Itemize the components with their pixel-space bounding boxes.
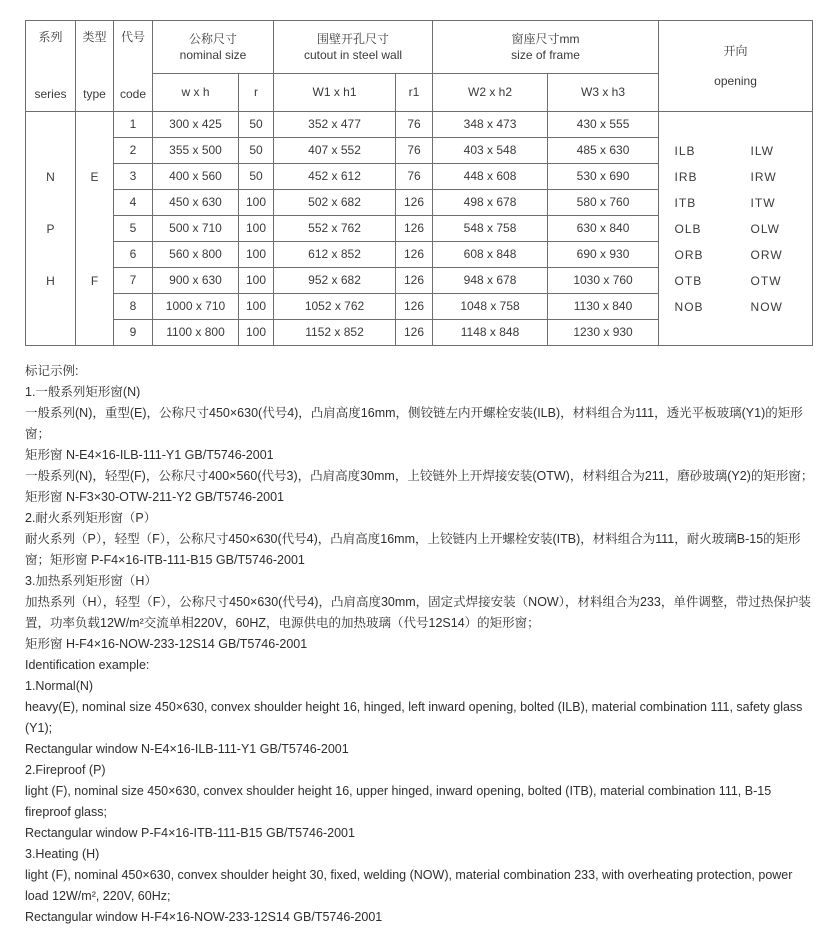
note-line: 1.一般系列矩形窗(N) [25, 385, 141, 399]
opening-pair [659, 273, 812, 289]
opening-code: OTB [674, 273, 703, 288]
cell-r1: 126 [396, 268, 433, 294]
cell-wh: 400 x 560 [153, 164, 239, 190]
opening-pair [659, 143, 812, 159]
header-type-en: type [83, 87, 106, 101]
cell-w2h2: 608 x 848 [433, 242, 548, 268]
header-type-zh: 类型 [82, 30, 107, 44]
header-opening [659, 21, 813, 112]
cell-wh: 900 x 630 [153, 268, 239, 294]
header-code-zh: 代号 [120, 30, 145, 44]
note-line: Rectangular window H-F4×16-NOW-233-12S14 GB/T5746-2001 [25, 910, 383, 924]
cell-w1h1: 552 x 762 [274, 216, 396, 242]
subheader-wh: w x h [153, 73, 239, 111]
cell-w1h1: 1052 x 762 [274, 294, 396, 320]
type-label: F [90, 273, 99, 288]
opening-code: NOW [750, 299, 783, 314]
cell-wh: 560 x 800 [153, 242, 239, 268]
cell-r: 50 [239, 138, 274, 164]
subheader-r: r [239, 73, 274, 111]
cell-r: 100 [239, 190, 274, 216]
spec-table [25, 20, 813, 346]
cell-code: 3 [114, 164, 153, 190]
subheader-w3h3: W3 x h3 [548, 73, 659, 111]
cell-w1h1: 612 x 852 [274, 242, 396, 268]
cell-w1h1: 352 x 477 [274, 112, 396, 138]
header-opening-zh: 开向 [723, 43, 748, 58]
cell-wh: 1000 x 710 [153, 294, 239, 320]
cell-wh: 1100 x 800 [153, 320, 239, 346]
series-label: H [46, 273, 55, 288]
opening-code: ORB [674, 247, 704, 262]
header-cutout-zh: 围壁开孔尺寸 [317, 31, 390, 46]
subheader-r1: r1 [396, 73, 433, 111]
header-frame-en: size of frame [511, 47, 580, 62]
opening-pair [659, 195, 812, 211]
note-line: 矩形窗 N-F3×30-OTW-211-Y2 GB/T5746-2001 [25, 490, 285, 504]
type-cell [76, 112, 114, 346]
cell-wh: 450 x 630 [153, 190, 239, 216]
note-line: 一般系列(N)，轻型(F)，公称尺寸400×560(代号3)，凸肩高度30mm，上铰链外上开焊接安装(OTW)，材料组合为211，磨砂玻璃(Y2)的矩形窗； [25, 469, 814, 483]
cell-r1: 126 [396, 216, 433, 242]
table-body [26, 112, 813, 346]
cell-w2h2: 348 x 473 [433, 112, 548, 138]
note-line: 2.耐火系列矩形窗（P） [25, 511, 157, 525]
cell-r1: 76 [396, 164, 433, 190]
cell-r1: 126 [396, 320, 433, 346]
cell-wh: 300 x 425 [153, 112, 239, 138]
note-line: Rectangular window P-F4×16-ITB-111-B15 GB/T5746-2001 [25, 826, 355, 840]
cell-r: 100 [239, 242, 274, 268]
header-opening-en: opening [714, 73, 757, 88]
cell-code: 9 [114, 320, 153, 346]
cell-r: 100 [239, 268, 274, 294]
note-line: 标记示例: [25, 364, 79, 378]
header-nominal-en: nominal size [179, 47, 247, 62]
cell-w2h2: 948 x 678 [433, 268, 548, 294]
cell-r1: 76 [396, 138, 433, 164]
subheader-w1h1: W1 x h1 [274, 73, 396, 111]
cell-w3h3: 630 x 840 [548, 216, 659, 242]
cell-w1h1: 407 x 552 [274, 138, 396, 164]
header-cutout-en: cutout in steel wall [303, 47, 403, 62]
opening-code: OLB [674, 221, 702, 236]
note-line: 加热系列（H），轻型（F），公称尺寸450×630(代号4)，凸肩高度30mm，固定式焊接安装（NOW），材料组合为233，单件调整，带过热保护装置，功率负载12W/m²交流单相220V，60HZ，电源供电的加热玻璃（代号12S14）的矩形窗； [25, 595, 811, 630]
opening-code: ILW [750, 143, 774, 158]
note-line: heavy(E), nominal size 450×630, convex shoulder height 16, hinged, left inward opening, bolted (ILB), material combination 111, safety glass (Y1); [25, 700, 803, 735]
cell-w3h3: 1130 x 840 [548, 294, 659, 320]
cell-w1h1: 452 x 612 [274, 164, 396, 190]
opening-pair [659, 169, 812, 185]
opening-pair [659, 299, 812, 315]
opening-code: ILB [674, 143, 696, 158]
note-line: Identification example: [25, 658, 150, 672]
note-line: 矩形窗 H-F4×16-NOW-233-12S14 GB/T5746-2001 [25, 637, 308, 651]
opening-code: ITB [674, 195, 697, 210]
cell-w3h3: 690 x 930 [548, 242, 659, 268]
opening-code: OLW [750, 221, 780, 236]
cell-r: 100 [239, 320, 274, 346]
cell-w2h2: 403 x 548 [433, 138, 548, 164]
cell-w3h3: 580 x 760 [548, 190, 659, 216]
cell-w2h2: 498 x 678 [433, 190, 548, 216]
opening-code: ITW [750, 195, 776, 210]
note-line: 耐火系列（P），轻型（F），公称尺寸450×630(代号4)，凸肩高度16mm，上铰链内上开螺栓安装(ITB)，材料组合为111，耐火玻璃B-15的矩形窗；矩形窗 P-F4×16-ITB-111-B15 GB/T5746-2001 [25, 532, 801, 567]
note-line: Rectangular window N-E4×16-ILB-111-Y1 GB/T5746-2001 [25, 742, 349, 756]
note-line: light (F), nominal 450×630, convex shoulder height 30, fixed, welding (NOW), material combination 233, with overheating protection, power load 12W/m², 220V, 60Hz; [25, 868, 793, 903]
header-frame-size [433, 21, 659, 74]
cell-w2h2: 448 x 608 [433, 164, 548, 190]
note-line: 1.Normal(N) [25, 679, 94, 693]
opening-code: NOB [674, 299, 704, 314]
cell-w3h3: 485 x 630 [548, 138, 659, 164]
cell-w1h1: 1152 x 852 [274, 320, 396, 346]
note-line: light (F), nominal size 450×630, convex shoulder height 16, upper hinged, inward opening, bolted (ITB), material combination 111, B-15 fireproof glass; [25, 784, 772, 819]
note-line: 2.Fireproof (P) [25, 763, 106, 777]
header-type [76, 21, 114, 112]
header-nominal-size [153, 21, 274, 74]
cell-wh: 500 x 710 [153, 216, 239, 242]
notes-english [25, 655, 815, 928]
cell-code: 5 [114, 216, 153, 242]
type-label: E [90, 169, 99, 184]
cell-r: 100 [239, 216, 274, 242]
cell-r: 100 [239, 294, 274, 320]
header-series-en: series [34, 87, 67, 101]
cell-code: 4 [114, 190, 153, 216]
opening-code: OTW [750, 273, 782, 288]
note-line: 3.加热系列矩形窗（H） [25, 574, 157, 588]
opening-code: IRW [750, 169, 777, 184]
cell-w3h3: 1230 x 930 [548, 320, 659, 346]
cell-w2h2: 1148 x 848 [433, 320, 548, 346]
header-series-zh: 系列 [38, 30, 63, 44]
cell-code: 1 [114, 112, 153, 138]
cell-r1: 126 [396, 242, 433, 268]
cell-w3h3: 430 x 555 [548, 112, 659, 138]
cell-w1h1: 952 x 682 [274, 268, 396, 294]
note-line: 一般系列(N)，重型(E)，公称尺寸450×630(代号4)，凸肩高度16mm，侧铰链左内开螺栓安装(ILB)，材料组合为111，透光平板玻璃(Y1)的矩形窗； [25, 406, 803, 441]
cell-r: 50 [239, 164, 274, 190]
opening-pair [659, 247, 812, 263]
subheader-w2h2: W2 x h2 [433, 73, 548, 111]
opening-pair [659, 221, 812, 237]
cell-w2h2: 548 x 758 [433, 216, 548, 242]
cell-w3h3: 530 x 690 [548, 164, 659, 190]
header-frame-zh: 窗座尺寸mm [511, 31, 580, 46]
series-cell [26, 112, 76, 346]
cell-w1h1: 502 x 682 [274, 190, 396, 216]
cell-code: 8 [114, 294, 153, 320]
cell-r1: 76 [396, 112, 433, 138]
cell-code: 7 [114, 268, 153, 294]
cell-w2h2: 1048 x 758 [433, 294, 548, 320]
cell-r1: 126 [396, 190, 433, 216]
header-nominal-zh: 公称尺寸 [189, 31, 238, 46]
opening-code: ORW [750, 247, 783, 262]
notes-chinese [25, 361, 815, 655]
header-series [26, 21, 76, 112]
header-code-en: code [119, 87, 147, 101]
cell-code: 2 [114, 138, 153, 164]
opening-cell [659, 112, 813, 346]
header-cutout [274, 21, 433, 74]
series-label: P [46, 221, 55, 236]
opening-code: IRB [674, 169, 698, 184]
header-code [114, 21, 153, 112]
cell-r: 50 [239, 112, 274, 138]
cell-wh: 355 x 500 [153, 138, 239, 164]
table-header [26, 21, 813, 112]
note-line: 3.Heating (H) [25, 847, 100, 861]
note-line: 矩形窗 N-E4×16-ILB-111-Y1 GB/T5746-2001 [25, 448, 274, 462]
cell-code: 6 [114, 242, 153, 268]
cell-w3h3: 1030 x 760 [548, 268, 659, 294]
cell-r1: 126 [396, 294, 433, 320]
series-label: N [46, 169, 55, 184]
table-row [26, 112, 813, 138]
